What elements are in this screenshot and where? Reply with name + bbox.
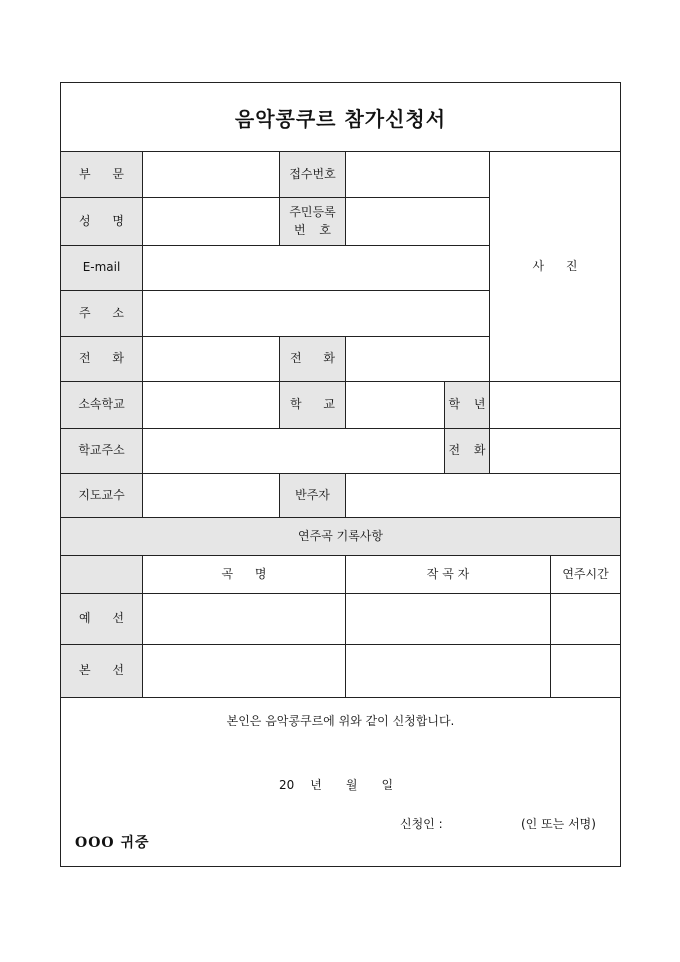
date-year-unit: 년	[310, 778, 322, 792]
signature-note: (인 또는 서명)	[521, 817, 596, 831]
accompanist-label: 반주자	[280, 474, 346, 518]
resident-number-field[interactable]	[346, 198, 490, 246]
school-address-field[interactable]	[143, 429, 445, 474]
piece-title-header: 곡 명	[143, 556, 346, 594]
advisor-label: 지도교수	[61, 474, 143, 518]
declaration-section	[61, 698, 620, 866]
grade-field[interactable]	[490, 382, 620, 429]
final-duration-field[interactable]	[551, 645, 620, 698]
school-affiliation-label: 소속학교	[61, 382, 143, 429]
resident-number-label	[280, 198, 346, 246]
date-line	[279, 776, 393, 793]
name-label: 성 명	[61, 198, 143, 246]
declaration-text: 본인은 음악콩쿠르에 위와 같이 신청합니다.	[226, 714, 455, 728]
application-form	[60, 82, 621, 867]
repertoire-section-header: 연주곡 기록사항	[61, 518, 620, 556]
form-title: 음악콩쿠르 참가신청서	[61, 83, 620, 152]
grade-label: 학 년	[445, 382, 490, 429]
department-label: 부 문	[61, 152, 143, 198]
phone-label: 전 화	[61, 337, 143, 382]
duration-header: 연주시간	[551, 556, 620, 594]
phone2-label: 전 화	[280, 337, 346, 382]
accompanist-field[interactable]	[346, 474, 620, 518]
school-phone-label: 전 화	[445, 429, 490, 474]
date-month-unit: 월	[345, 778, 358, 792]
school-label: 학 교	[280, 382, 346, 429]
final-label: 본 선	[61, 645, 143, 698]
school-field[interactable]	[346, 382, 445, 429]
school-affiliation-field[interactable]	[143, 382, 280, 429]
repertoire-corner-cell	[61, 556, 143, 594]
name-field[interactable]	[143, 198, 280, 246]
receipt-number-label: 접수번호	[280, 152, 346, 198]
date-year: 20	[279, 778, 295, 792]
receipt-number-field[interactable]	[346, 152, 490, 198]
preliminary-duration-field[interactable]	[551, 594, 620, 645]
recipient: OOO 귀중	[75, 835, 150, 851]
preliminary-title-field[interactable]	[143, 594, 346, 645]
email-label: E-mail	[61, 246, 143, 291]
photo-box[interactable]	[490, 152, 620, 382]
final-title-field[interactable]	[143, 645, 346, 698]
resident-number-label-line1: 주민등록	[289, 205, 336, 220]
date-day-unit: 일	[381, 778, 394, 792]
advisor-field[interactable]	[143, 474, 280, 518]
address-label: 주 소	[61, 291, 143, 337]
preliminary-label: 예 선	[61, 594, 143, 645]
photo-label: 사 진	[532, 258, 578, 273]
phone-field[interactable]	[143, 337, 280, 382]
school-address-label: 학교주소	[61, 429, 143, 474]
address-field[interactable]	[143, 291, 490, 337]
phone2-field[interactable]	[346, 337, 490, 382]
composer-header: 작 곡 자	[346, 556, 551, 594]
preliminary-composer-field[interactable]	[346, 594, 551, 645]
form-grid	[61, 152, 620, 698]
resident-number-label-line2: 번 호	[294, 222, 331, 237]
school-phone-field[interactable]	[490, 429, 620, 474]
department-field[interactable]	[143, 152, 280, 198]
applicant-label: 신청인 :	[400, 817, 443, 831]
email-field[interactable]	[143, 246, 490, 291]
final-composer-field[interactable]	[346, 645, 551, 698]
